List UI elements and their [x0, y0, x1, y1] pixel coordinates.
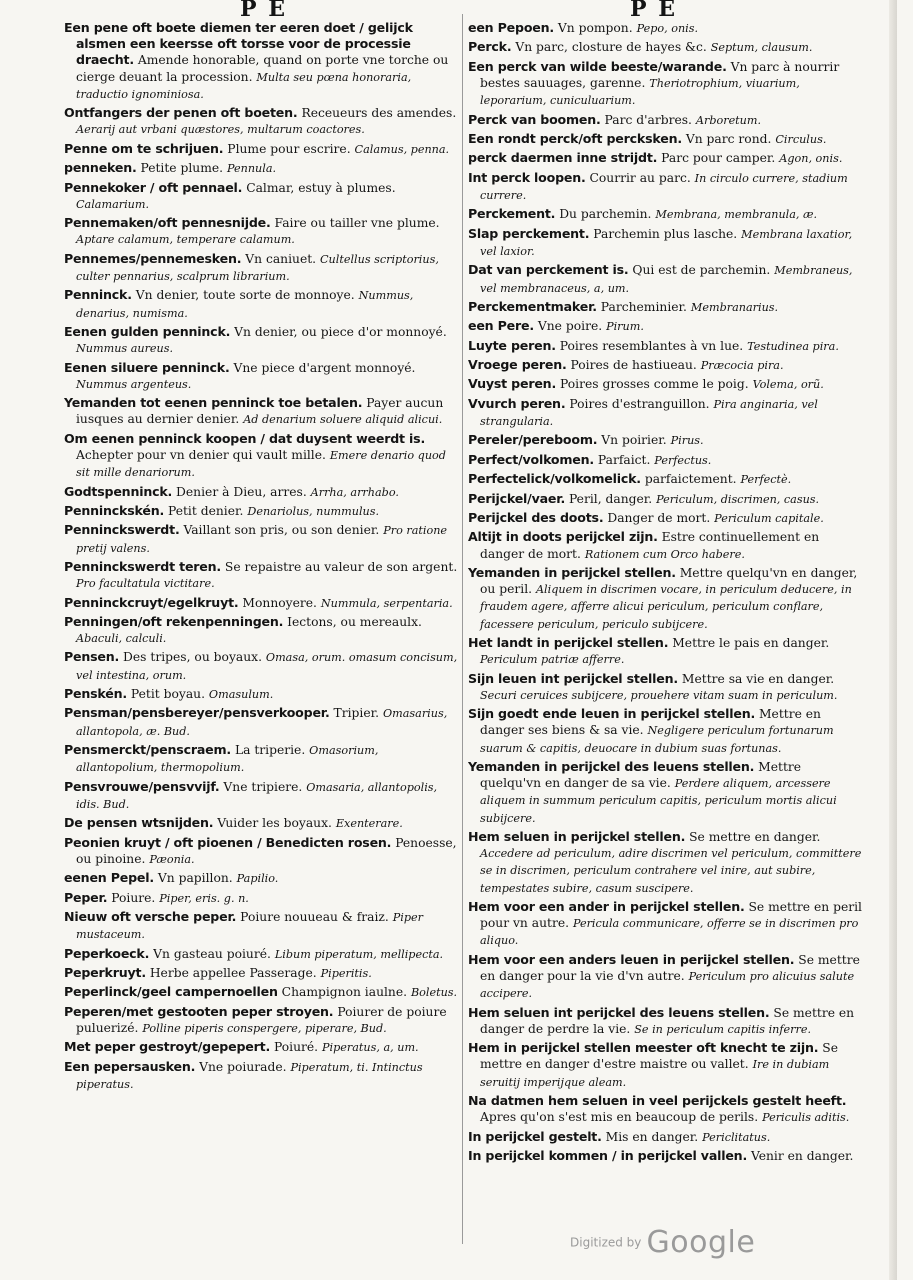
entry-headword: Pensvrouwe/pensvvijf. — [64, 778, 220, 794]
dictionary-entry — [64, 484, 459, 501]
entry-headword: In perijckel kommen / in perijckel vallen. — [468, 1147, 748, 1163]
entry-headword: Peperlinck/geel campernoellen — [64, 984, 278, 1000]
entry-latin: Circulus. — [775, 132, 827, 146]
entry-french: Poiuré. — [273, 1040, 319, 1055]
entry-latin: Multa seu pœna honoraria, traductio ignominiosa. — [76, 70, 412, 101]
entry-french: Du parchemin. — [559, 207, 652, 222]
dictionary-entry — [468, 829, 864, 897]
entry-french: Mettre quelqu'vn en danger de sa vie. — [480, 760, 802, 791]
entry-latin: Agon, onis. — [779, 152, 843, 166]
page-edge-shadow — [889, 0, 897, 1280]
entry-french: Danger de mort. — [607, 511, 711, 526]
dictionary-entry — [64, 1059, 459, 1093]
entry-french: Vne tripiere. — [223, 779, 303, 794]
entry-headword: Hem seluen in perijckel stellen. — [468, 829, 686, 844]
entry-latin: Periculum pro alicuius salute accipere. — [480, 970, 855, 1001]
entry-french: Penoesse, ou pinoine. — [76, 835, 457, 866]
entry-latin: Calamus, penna. — [354, 142, 450, 156]
entry-latin: Periculum patriæ afferre. — [480, 653, 625, 667]
entry-headword: Dat van perckement is. — [468, 262, 629, 278]
entry-french: Se repaistre au valeur de son argent. — [224, 559, 458, 574]
dictionary-entry — [468, 899, 864, 950]
entry-latin: Ire in dubiam seruitij imperijque aleam. — [480, 1058, 830, 1089]
entry-french: Payer aucun iusques au dernier denier. — [76, 396, 444, 427]
entry-french: Des tripes, ou boyaux. — [123, 650, 262, 665]
entry-latin: Membrana laxatior, vel laxior. — [480, 227, 853, 258]
dictionary-entry — [468, 510, 864, 527]
dictionary-entry — [64, 287, 459, 321]
entry-latin: Negligere periculum fortunarum suarum & capitis, deuocare in dubium suas fortunas. — [480, 724, 834, 755]
entry-headword: Met peper gestroyt/gepepert. — [64, 1039, 271, 1055]
entry-french: Vn papillon. — [157, 871, 233, 886]
entry-headword: Hem voor een anders leuen in perijckel stellen. — [468, 951, 795, 967]
entry-latin: Pepo, onis. — [636, 22, 699, 35]
entry-headword: Perijckel/vaer. — [468, 490, 566, 506]
entry-french: Mettre le pais en danger. — [672, 636, 830, 651]
entry-french: Estre continuellement en danger de mort. — [480, 530, 820, 561]
entry-latin: Denariolus, nummulus. — [247, 504, 380, 518]
dictionary-entry — [468, 299, 864, 316]
entry-latin: Nummus, denarius, numisma. — [76, 289, 414, 320]
entry-headword: Vvurch peren. — [468, 395, 566, 411]
entry-headword: Een pene oft boete diemen ter eeren doet / gelijck alsmen een keersse oft torsse voor de processie draecht. — [64, 20, 413, 68]
entry-latin: Accedere ad periculum, adire discrimen vel periculum, committere se in discrimen, periculum contrahere vel inire, aut subire, tempestates subire, casum suscipere. — [480, 847, 862, 895]
entry-headword: Perfectelick/volkomelick. — [468, 471, 641, 487]
entry-french: Parc d'arbres. — [604, 112, 692, 127]
dictionary-entry — [64, 559, 459, 592]
entry-latin: Periculum, discrimen, casus. — [656, 492, 820, 506]
entry-french: Poires de hastiueau. — [570, 358, 697, 373]
dictionary-entry — [468, 150, 864, 167]
dictionary-entry — [468, 59, 864, 110]
dictionary-entry — [64, 890, 459, 907]
dictionary-entry — [64, 595, 459, 612]
entry-headword: Penskén. — [64, 686, 127, 702]
dictionary-entry — [64, 105, 459, 138]
entry-latin: Nummula, serpentaria. — [320, 596, 453, 610]
entry-headword: Peonien kruyt / oft pioenen / Benedicten rosen. — [64, 834, 392, 850]
watermark-digitized-by: Digitized by — [570, 1235, 642, 1250]
entry-latin: Piper, eris. g. n. — [159, 891, 249, 905]
entry-french: Plume pour escrire. — [227, 141, 351, 156]
entry-french: Vne piece d'argent monnoyé. — [233, 360, 416, 375]
dictionary-entry — [64, 614, 459, 647]
entry-french: Apres qu'on s'est mis en beaucoup de perils. — [480, 1110, 759, 1125]
entry-latin: Pro ratione pretij valens. — [76, 524, 448, 555]
entry-headword: een Pere. — [468, 318, 534, 334]
left-column — [64, 20, 459, 1245]
entry-headword: Perfect/volkomen. — [468, 451, 594, 467]
dictionary-entry — [64, 160, 459, 177]
entry-latin: Polline piperis conspergere, piperare, Bud. — [142, 1021, 387, 1035]
dictionary-entry — [468, 529, 864, 562]
entry-latin: Aliquem in discrimen vocare, in periculum deducere, in fraudem agere, afferre alicui periculum, periculum conflare, facessere periculum, periculo subijcere. — [480, 583, 852, 631]
dictionary-entry — [64, 815, 459, 832]
entry-headword: Hem voor een ander in perijckel stellen. — [468, 899, 745, 914]
entry-latin: Periclitatus. — [702, 1130, 771, 1144]
entry-latin: Pirum. — [606, 320, 644, 334]
entry-french: Parchemin plus lasche. — [593, 226, 738, 241]
dictionary-entry — [468, 706, 864, 757]
entry-latin: Præcocia pira. — [700, 359, 784, 373]
entry-headword: Perckement. — [468, 206, 556, 222]
entry-latin: Omasarius, allantopola, æ. Bud. — [76, 707, 448, 738]
dictionary-entry — [468, 491, 864, 508]
entry-headword: Eenen gulden penninck. — [64, 323, 231, 339]
entry-latin: Securi ceruices subijcere, prouehere vitam suam in periculum. — [480, 688, 838, 702]
dictionary-entry — [468, 376, 864, 393]
entry-headword: Yemanden in perijckel stellen. — [468, 565, 676, 581]
entry-latin: Omasulum. — [208, 688, 274, 702]
entry-latin: Membraneus, vel membranaceus, a, um. — [480, 264, 853, 295]
entry-headword: Luyte peren. — [468, 337, 556, 353]
entry-latin: Pro facultatula victitare. — [76, 577, 215, 591]
entry-french: Vne poire. — [537, 319, 603, 334]
entry-french: Mis en danger. — [605, 1129, 699, 1144]
entry-french: Courrir au parc. — [589, 170, 691, 185]
entry-french: Vn pompon. — [557, 21, 633, 35]
entry-french: Amende honorable, quand on porte vne torche ou cierge deuant la procession. — [76, 53, 449, 84]
entry-latin: Piperatus, a, um. — [322, 1041, 419, 1055]
dictionary-entry — [64, 965, 459, 982]
entry-french: Vn denier, ou piece d'or monnoyé. — [234, 324, 447, 339]
dictionary-entry — [468, 1040, 864, 1091]
entry-french: Qui est de parchemin. — [632, 263, 771, 278]
entry-french: Vn poirier. — [601, 433, 667, 448]
entry-latin: Piperitis. — [320, 967, 372, 980]
entry-latin: Omasaria, allantopolis, idis. Bud. — [76, 780, 438, 811]
google-watermark — [570, 1225, 755, 1260]
entry-latin: Papilio. — [236, 872, 279, 886]
entry-headword: Het landt in perijckel stellen. — [468, 635, 669, 651]
entry-french: Vn caniuet. — [245, 251, 317, 266]
entry-french: Petit denier. — [167, 503, 244, 518]
entry-headword: Penninckswerdt teren. — [64, 558, 221, 574]
dictionary-entry — [64, 180, 459, 213]
dictionary-entry — [64, 1039, 459, 1056]
dictionary-entry — [64, 779, 459, 813]
dictionary-entry — [468, 565, 864, 633]
entry-french: Poires d'estranguillon. — [569, 396, 710, 411]
entry-headword: Penninckswerdt. — [64, 522, 180, 538]
dictionary-entry — [468, 396, 864, 430]
entry-latin: Membranarius. — [690, 300, 779, 314]
dictionary-entry — [64, 742, 459, 776]
running-head-right: P E — [630, 0, 677, 22]
entry-french: Peril, danger. — [568, 491, 653, 506]
entry-headword: Penninckcruyt/egelkruyt. — [64, 594, 239, 610]
entry-headword: Hem in perijckel stellen meester oft knecht te zijn. — [468, 1040, 819, 1056]
entry-headword: Pensen. — [64, 649, 120, 665]
entry-latin: Emere denario quod sit mille denariorum. — [76, 448, 446, 480]
entry-latin: Piper mustaceum. — [76, 911, 423, 942]
entry-headword: Perijckel des doots. — [468, 510, 604, 526]
entry-headword: Penninck. — [64, 287, 132, 303]
dictionary-entry — [468, 20, 864, 37]
entry-french: Iectons, ou mereaulx. — [287, 614, 422, 629]
entry-french: Poiure. — [111, 890, 156, 905]
entry-latin: Exenterare. — [335, 817, 403, 831]
entry-french: parfaictement. — [644, 472, 737, 487]
entry-headword: perck daermen inne strijdt. — [468, 150, 658, 166]
entry-headword: Peperen/met gestooten peper stroyen. — [64, 1003, 334, 1019]
entry-french: Champignon iaulne. — [281, 985, 408, 1000]
entry-headword: Altijt in doots perijckel zijn. — [468, 529, 658, 545]
entry-latin: Pirus. — [670, 434, 704, 448]
dictionary-entry — [468, 338, 864, 355]
entry-latin: Membrana, membranula, æ. — [655, 208, 818, 222]
entry-headword: Peperkoeck. — [64, 945, 150, 961]
entry-french: Mettre en danger ses biens & sa vie. — [480, 707, 821, 738]
dictionary-entry — [64, 324, 459, 357]
entry-french: Se mettre en danger pour la vie d'vn autre. — [480, 952, 860, 983]
dictionary-entry — [468, 671, 864, 704]
entry-french: Parc pour camper. — [661, 151, 776, 166]
dictionary-entry — [468, 112, 864, 129]
entry-latin: Periculum capitale. — [714, 512, 824, 526]
entry-headword: Pennekoker / oft pennael. — [64, 179, 243, 195]
entry-headword: Pennemes/pennemesken. — [64, 250, 242, 266]
entry-latin: Pæonia. — [149, 852, 195, 866]
entry-headword: Perck van boomen. — [468, 111, 601, 127]
entry-french: Tripier. — [333, 706, 380, 721]
entry-headword: Godtspenninck. — [64, 483, 173, 499]
entry-french: Vuider les boyaux. — [217, 816, 332, 831]
entry-french: Faire ou tailler vne plume. — [274, 216, 440, 231]
entry-french: Vn denier, toute sorte de monnoye. — [135, 288, 355, 303]
entry-headword: Slap perckement. — [468, 225, 590, 241]
entry-french: Vne poiurade. — [199, 1059, 287, 1074]
entry-latin: Rationem cum Orco habere. — [584, 547, 745, 561]
entry-latin: Perfectè. — [740, 473, 792, 487]
entry-latin: Aptare calamum, temperare calamum. — [76, 233, 295, 247]
dictionary-entry — [64, 870, 459, 887]
entry-latin: Arrha, arrhabo. — [310, 485, 399, 499]
entry-french: Vn gasteau poiuré. — [153, 946, 271, 961]
entry-headword: Vuyst peren. — [468, 376, 557, 392]
entry-latin: Perdere aliquem, arcessere aliquem in summum periculum capitis, periculum mortis alicui subijcere. — [480, 777, 837, 825]
entry-french: Venir en danger. — [750, 1148, 854, 1163]
entry-headword: Hem seluen int perijckel des leuens stellen. — [468, 1004, 770, 1020]
entry-headword: Nieuw oft versche peper. — [64, 909, 237, 925]
column-divider — [462, 14, 463, 1244]
dictionary-entry — [468, 759, 864, 827]
entry-headword: Na datmen hem seluen in veel perijckels gestelt heeft. — [468, 1092, 847, 1108]
dictionary-entry — [468, 131, 864, 148]
entry-latin: Cultellus scriptorius, culter pennarius, scalprum librarium. — [76, 252, 439, 283]
entry-french: Achepter pour vn denier qui vault mille. — [76, 447, 326, 462]
entry-latin: Theriotrophium, viuarium, leporarium, cuniculuarium. — [480, 76, 800, 108]
entry-headword: Ontfangers der penen oft boeten. — [64, 105, 298, 121]
entry-french: Calmar, estuy à plumes. — [246, 180, 396, 195]
entry-headword: Penne om te schrijuen. — [64, 140, 224, 156]
entry-latin: Abaculi, calculi. — [76, 632, 167, 646]
entry-latin: Septum, clausum. — [710, 41, 813, 55]
dictionary-entry — [468, 952, 864, 1003]
entry-headword: In perijckel gestelt. — [468, 1128, 602, 1144]
entry-french: Se mettre en peril pour vn autre. — [480, 900, 862, 931]
dictionary-entry — [468, 318, 864, 335]
dictionary-entry — [468, 226, 864, 260]
entry-french: Herbe appellee Passerage. — [149, 966, 317, 980]
entry-latin: Pennula. — [226, 162, 277, 176]
right-column — [468, 20, 864, 1245]
dictionary-entry — [64, 395, 459, 428]
entry-headword: Eenen siluere penninck. — [64, 359, 230, 375]
dictionary-entry — [468, 39, 864, 56]
entry-headword: een Pepoen. — [468, 20, 554, 35]
dictionary-entry — [468, 1005, 864, 1038]
entry-headword: Peper. — [64, 889, 108, 905]
entry-latin: Boletus. — [410, 986, 458, 1000]
entry-headword: Pereler/pereboom. — [468, 432, 598, 448]
entry-french: Vaillant son pris, ou son denier. — [183, 523, 380, 538]
entry-headword: Vroege peren. — [468, 357, 567, 373]
dictionary-entry — [468, 206, 864, 223]
entry-french: Se mettre en danger de perdre la vie. — [480, 1005, 855, 1036]
entry-french: Poires grosses comme le poig. — [559, 377, 749, 392]
entry-french: Parcheminier. — [600, 299, 687, 314]
entry-french: Parfaict. — [597, 452, 651, 467]
dictionary-entry — [468, 1129, 864, 1146]
entry-headword: Om eenen penninck koopen / dat duysent weerdt is. — [64, 430, 426, 446]
entry-latin: Nummus aureus. — [76, 342, 174, 356]
entry-headword: penneken. — [64, 160, 137, 176]
entry-latin: Libum piperatum, mellipecta. — [274, 947, 444, 961]
entry-headword: Yemanden tot eenen penninck toe betalen. — [64, 395, 363, 411]
entry-headword: Perck. — [468, 39, 512, 55]
entry-french: Monnoyere. — [242, 595, 317, 610]
entry-headword: eenen Pepel. — [64, 870, 154, 886]
entry-headword: Een pepersausken. — [64, 1058, 196, 1074]
dictionary-entry — [64, 141, 459, 158]
entry-headword: Sijn goedt ende leuen in perijckel stellen. — [468, 706, 756, 722]
entry-headword: De pensen wtsnijden. — [64, 815, 214, 831]
dictionary-entry — [64, 522, 459, 556]
dictionary-entry — [64, 431, 459, 482]
watermark-google-logo: Google — [646, 1225, 756, 1260]
entry-latin: Perfectus. — [654, 453, 712, 467]
entry-french: Denier à Dieu, arres. — [176, 484, 307, 499]
dictionary-entry — [64, 909, 459, 943]
entry-latin: Testudinea pira. — [747, 339, 839, 353]
dictionary-entry — [468, 432, 864, 449]
dictionary-entry — [64, 20, 459, 103]
dictionary-entry — [468, 1093, 864, 1126]
running-head-left: P E — [240, 0, 287, 22]
dictionary-entry — [468, 262, 864, 296]
dictionary-entry — [64, 705, 459, 739]
dictionary-entry — [64, 649, 459, 683]
entry-latin: Periculis aditis. — [762, 1111, 850, 1125]
entry-french: Vn parc, closture de hayes &c. — [515, 40, 707, 55]
entry-headword: Een perck van wilde beeste/warande. — [468, 58, 727, 74]
entry-latin: Piperatum, ti. Intinctus piperatus. — [76, 1060, 423, 1091]
entry-french: La triperie. — [234, 743, 306, 758]
entry-headword: Perckementmaker. — [468, 298, 597, 314]
entry-french: Mettre quelqu'vn en danger, ou peril. — [480, 566, 858, 597]
entry-french: Petite plume. — [140, 161, 224, 176]
entry-headword: Penninckskén. — [64, 502, 165, 518]
entry-headword: Penningen/oft rekenpenningen. — [64, 613, 284, 629]
entry-french: Vn parc à nourrir bestes sauuages, garenne. — [480, 59, 840, 90]
entry-headword: Pennemaken/oft pennesnijde. — [64, 215, 271, 231]
dictionary-entry — [64, 503, 459, 520]
dictionary-entry — [468, 170, 864, 204]
dictionary-entry — [64, 835, 459, 868]
dictionary-entry — [64, 686, 459, 703]
dictionary-entry — [468, 452, 864, 469]
entry-headword: Pensmerckt/penscraem. — [64, 742, 232, 758]
entry-headword: Yemanden in perijckel des leuens stellen. — [468, 759, 755, 774]
entry-headword: Int perck loopen. — [468, 169, 586, 185]
dictionary-entry — [64, 215, 459, 248]
dictionary-entry — [64, 946, 459, 963]
dictionary-entry — [468, 357, 864, 374]
entry-latin: Ad denarium soluere aliquid alicui. — [243, 413, 443, 427]
entry-french: Vn parc rond. — [685, 131, 772, 146]
entry-latin: In circulo currere, stadium currere. — [480, 171, 848, 202]
entry-headword: Sijn leuen int perijckel stellen. — [468, 670, 678, 686]
entry-french: Petit boyau. — [130, 687, 205, 702]
entry-latin: Omasorium, allantopolium, thermopolium. — [76, 744, 379, 775]
entry-headword: Pensman/pensbereyer/pensverkooper. — [64, 705, 330, 721]
entry-latin: Aerarij aut vrbani quæstores, multarum coactores. — [76, 123, 365, 137]
dictionary-entry — [468, 471, 864, 488]
entry-french: Se mettre en danger d'estre maistre ou vallet. — [480, 1041, 838, 1072]
dictionary-entry — [64, 251, 459, 285]
entry-latin: Calamarium. — [76, 197, 150, 211]
dictionary-entry — [64, 1004, 459, 1037]
entry-latin: Pira anginaria, vel strangularia. — [480, 397, 818, 429]
dictionary-entry — [468, 635, 864, 668]
dictionary-entry — [468, 1148, 864, 1165]
entry-latin: Omasa, orum. omasum concisum, vel intestina, orum. — [76, 651, 458, 682]
dictionary-entry — [64, 360, 459, 393]
entry-latin: Pericula communicare, offerre se in discrimen pro aliquo. — [480, 917, 859, 948]
entry-french: Mettre sa vie en danger. — [681, 671, 835, 686]
entry-headword: Een rondt perck/oft percksken. — [468, 130, 682, 146]
entry-latin: Volema, orũ. — [752, 378, 824, 392]
entry-french: Se mettre en danger. — [689, 830, 821, 844]
entry-latin: Nummus argenteus. — [76, 377, 192, 391]
entry-headword: Peperkruyt. — [64, 965, 146, 980]
entry-french: Poiure nouueau & fraiz. — [240, 910, 389, 925]
entry-latin: Se in periculum capitis inferre. — [634, 1022, 812, 1036]
entry-latin: Arboretum. — [695, 113, 762, 127]
entry-french: Receueurs des amendes. — [301, 106, 457, 121]
dictionary-entry — [64, 984, 459, 1001]
entry-french: Poires resemblantes à vn lue. — [559, 338, 744, 353]
entry-french: Poiurer de poiure puluerizé. — [76, 1004, 447, 1035]
